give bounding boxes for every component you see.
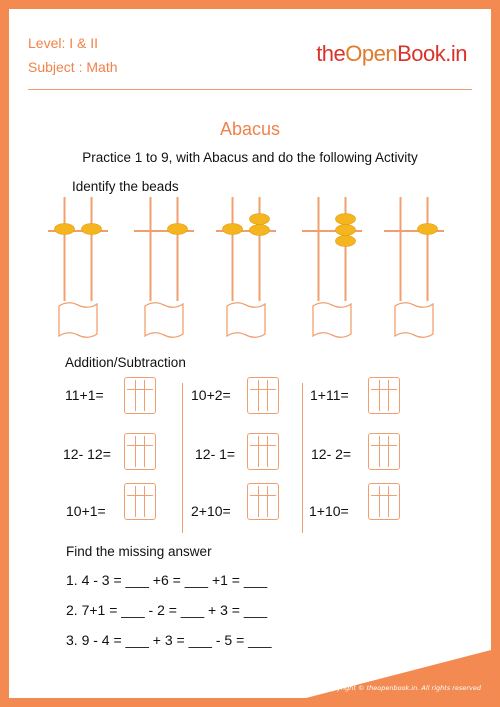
worksheet-title: Abacus <box>219 119 281 139</box>
addsub-problem: 1+10= <box>309 503 349 519</box>
answer-scroll-box <box>59 303 97 338</box>
addsub-heading: Addition/Subtraction <box>65 355 186 370</box>
answer-box[interactable] <box>124 433 156 470</box>
missing-problem: 2. 7+1 = ___ - 2 = ___ + 3 = ___ <box>66 602 268 618</box>
answer-box[interactable] <box>368 433 400 470</box>
bead-right <box>336 225 356 236</box>
bead-right <box>168 224 188 235</box>
bead-right <box>418 224 438 235</box>
addsub-problem: 1+11= <box>310 387 349 403</box>
answer-scroll-box <box>145 303 183 338</box>
answer-box[interactable] <box>124 377 156 414</box>
logo-text-open: Open <box>345 41 398 66</box>
addsub-problem: 11+1= <box>65 387 104 403</box>
bead-right <box>250 214 270 225</box>
missing-problem: 3. 9 - 4 = ___ + 3 = ___ - 5 = ___ <box>66 632 272 648</box>
abacus-figures <box>9 9 491 698</box>
answer-box[interactable] <box>124 483 156 520</box>
worksheet-page <box>9 9 491 698</box>
bead-left <box>55 224 75 235</box>
bead-right <box>336 236 356 247</box>
bead-right <box>82 224 102 235</box>
bead-right <box>250 225 270 236</box>
addsub-problem: 2+10= <box>191 503 231 519</box>
answer-box[interactable] <box>247 433 279 470</box>
level-label: Level: I & II <box>28 35 99 51</box>
missing-heading: Find the missing answer <box>66 544 212 559</box>
copyright-text: Copyright © theopenbook.in. All rights reserved <box>324 684 481 692</box>
identify-heading: Identify the beads <box>72 179 179 194</box>
logo-text-the: the <box>316 41 346 66</box>
answer-box[interactable] <box>247 377 279 414</box>
column-divider <box>182 383 183 533</box>
answer-scroll-box <box>313 303 351 338</box>
addsub-problem: 12- 2= <box>311 446 352 462</box>
bead-left <box>223 224 243 235</box>
column-divider <box>302 383 303 533</box>
answer-box[interactable] <box>368 483 400 520</box>
answer-box[interactable] <box>368 377 400 414</box>
bead-right <box>336 214 356 225</box>
subject-label: Subject : Math <box>28 59 118 75</box>
worksheet-instruction: Practice 1 to 9, with Abacus and do the following Activity <box>82 150 418 165</box>
addsub-problem: 10+2= <box>191 387 231 403</box>
missing-problem: 1. 4 - 3 = ___ +6 = ___ +1 = ___ <box>66 572 268 588</box>
addsub-problem: 10+1= <box>66 503 106 519</box>
addsub-problem: 12- 1= <box>195 446 236 462</box>
logo-text-book: Book.in <box>397 41 467 66</box>
answer-scroll-box <box>395 303 433 338</box>
addsub-problem: 12- 12= <box>63 446 111 462</box>
answer-scroll-box <box>227 303 265 338</box>
answer-box[interactable] <box>247 483 279 520</box>
